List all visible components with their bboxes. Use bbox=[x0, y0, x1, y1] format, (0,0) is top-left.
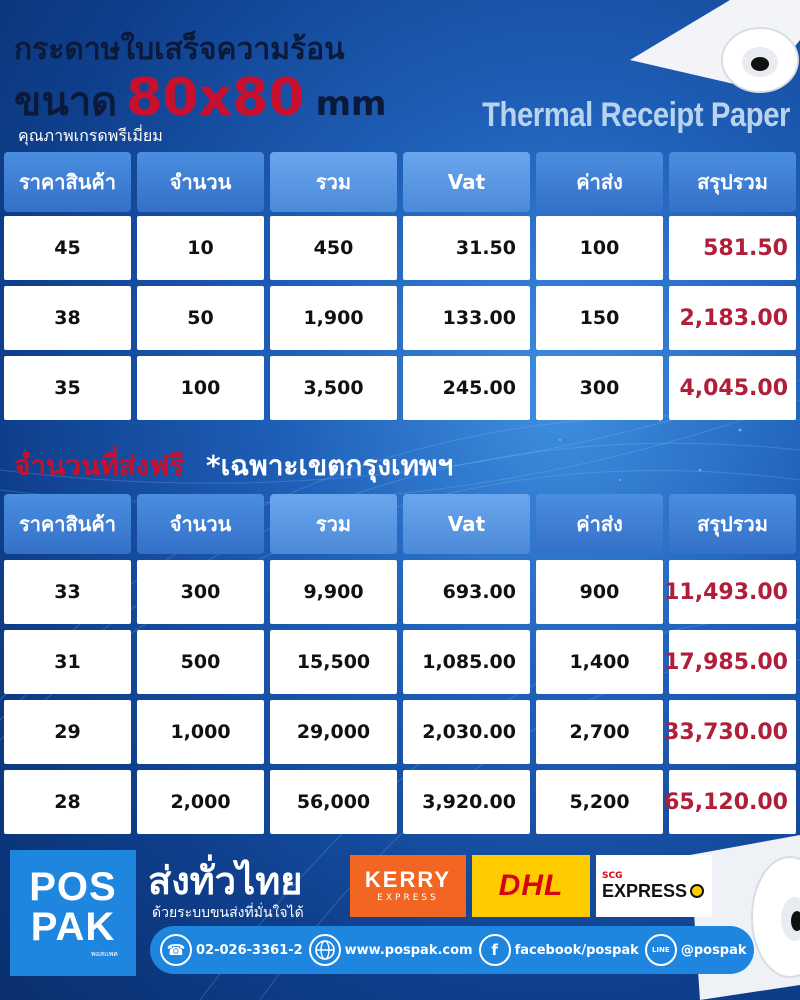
header-total: สรุปรวม bbox=[669, 494, 796, 554]
table-row bbox=[4, 356, 796, 420]
logo-thai-name: พอสแพค bbox=[91, 949, 118, 958]
logo-text-pak: PAK bbox=[30, 904, 116, 949]
price-table-1 bbox=[4, 152, 798, 422]
cell-vat: 3,920.00 bbox=[403, 770, 530, 834]
cell-total: 4,045.00 bbox=[669, 356, 796, 420]
contact-bar bbox=[150, 926, 754, 974]
table-row bbox=[4, 700, 796, 764]
cell-sum: 3,500 bbox=[270, 356, 397, 420]
cell-total: 33,730.00 bbox=[669, 700, 796, 764]
size-value: 80x80 bbox=[126, 68, 305, 128]
website-link[interactable]: www.pospak.com bbox=[344, 942, 473, 958]
cell-price: 29 bbox=[4, 700, 131, 764]
cell-price: 31 bbox=[4, 630, 131, 694]
header-total: สรุปรวม bbox=[669, 152, 796, 212]
cell-vat: 2,030.00 bbox=[403, 700, 530, 764]
table-row bbox=[4, 770, 796, 834]
cell-total: 65,120.00 bbox=[669, 770, 796, 834]
scg-express-wrap bbox=[602, 881, 712, 902]
cell-shipping: 2,700 bbox=[536, 700, 663, 764]
cell-shipping: 150 bbox=[536, 286, 663, 350]
cell-price: 28 bbox=[4, 770, 131, 834]
quality-subtitle: คุณภาพเกรดพรีเมี่ยม bbox=[18, 126, 163, 145]
cell-total: 581.50 bbox=[669, 216, 796, 280]
header-vat: Vat bbox=[403, 494, 530, 554]
table-row bbox=[4, 286, 796, 350]
cell-sum: 9,900 bbox=[270, 560, 397, 624]
dhl-logo bbox=[472, 855, 590, 917]
line-icon: LINE bbox=[645, 934, 677, 966]
header-sum: รวม bbox=[270, 494, 397, 554]
logo-text-pos: POS bbox=[29, 864, 117, 909]
shipping-subtitle: ด้วยระบบขนส่งที่มั่นใจได้ bbox=[152, 905, 304, 921]
nationwide-shipping-title: ส่งทั่วไทย bbox=[148, 859, 303, 903]
table-header bbox=[4, 152, 796, 212]
table-row bbox=[4, 560, 796, 624]
size-prefix: ขนาด bbox=[14, 79, 118, 125]
cell-quantity: 50 bbox=[137, 286, 264, 350]
black-cat-icon bbox=[690, 884, 704, 898]
table-header bbox=[4, 494, 796, 554]
header-price: ราคาสินค้า bbox=[4, 152, 131, 212]
header-shipping: ค่าส่ง bbox=[536, 494, 663, 554]
free-shipping-heading bbox=[14, 444, 453, 488]
cell-price: 33 bbox=[4, 560, 131, 624]
facebook-link[interactable]: facebook/pospak bbox=[514, 942, 639, 958]
cell-vat: 1,085.00 bbox=[403, 630, 530, 694]
free-shipping-label: จำนวนที่ส่งฟรี bbox=[14, 449, 185, 482]
cell-quantity: 500 bbox=[137, 630, 264, 694]
cell-sum: 1,900 bbox=[270, 286, 397, 350]
cell-total: 17,985.00 bbox=[669, 630, 796, 694]
kerry-express-logo bbox=[350, 855, 466, 917]
scg-text: SCG bbox=[602, 870, 623, 881]
scg-express-text: EXPRESS bbox=[602, 880, 688, 901]
kerry-name: KERRY bbox=[364, 867, 452, 892]
cell-shipping: 300 bbox=[536, 356, 663, 420]
cell-sum: 450 bbox=[270, 216, 397, 280]
cell-vat: 133.00 bbox=[403, 286, 530, 350]
cell-price: 45 bbox=[4, 216, 131, 280]
cell-total: 2,183.00 bbox=[669, 286, 796, 350]
size-unit: mm bbox=[315, 84, 387, 124]
cell-vat: 245.00 bbox=[403, 356, 530, 420]
cell-total: 11,493.00 bbox=[669, 560, 796, 624]
cell-shipping: 100 bbox=[536, 216, 663, 280]
phone-number[interactable]: 02-026-3361-2 bbox=[196, 942, 303, 958]
paper-roll-image bbox=[610, 0, 800, 100]
globe-icon bbox=[309, 934, 341, 966]
phone-icon: ☎ bbox=[160, 934, 192, 966]
header-quantity: จำนวน bbox=[137, 152, 264, 212]
line-id[interactable]: @pospak bbox=[680, 942, 747, 958]
cell-sum: 15,500 bbox=[270, 630, 397, 694]
cell-quantity: 100 bbox=[137, 356, 264, 420]
kerry-express-text: EXPRESS bbox=[377, 893, 439, 903]
cell-price: 35 bbox=[4, 356, 131, 420]
cell-quantity: 2,000 bbox=[137, 770, 264, 834]
pospak-logo bbox=[10, 850, 136, 976]
header-quantity: จำนวน bbox=[137, 494, 264, 554]
scg-express-logo bbox=[596, 855, 712, 917]
cell-sum: 56,000 bbox=[270, 770, 397, 834]
dhl-name: DHL bbox=[498, 869, 564, 902]
cell-vat: 31.50 bbox=[403, 216, 530, 280]
cell-price: 38 bbox=[4, 286, 131, 350]
header-shipping: ค่าส่ง bbox=[536, 152, 663, 212]
cell-shipping: 1,400 bbox=[536, 630, 663, 694]
cell-vat: 693.00 bbox=[403, 560, 530, 624]
header-price: ราคาสินค้า bbox=[4, 494, 131, 554]
cell-quantity: 300 bbox=[137, 560, 264, 624]
facebook-icon: f bbox=[479, 934, 511, 966]
bangkok-only-note: *เฉพาะเขตกรุงเทพฯ bbox=[205, 449, 454, 482]
cell-quantity: 1,000 bbox=[137, 700, 264, 764]
table-row bbox=[4, 216, 796, 280]
price-table-2 bbox=[4, 494, 798, 834]
table-row bbox=[4, 630, 796, 694]
cell-sum: 29,000 bbox=[270, 700, 397, 764]
cell-shipping: 900 bbox=[536, 560, 663, 624]
cell-quantity: 10 bbox=[137, 216, 264, 280]
english-title: Thermal Receipt Paper bbox=[482, 96, 790, 134]
product-title: กระดาษใบเสร็จความร้อน bbox=[14, 32, 345, 67]
cell-shipping: 5,200 bbox=[536, 770, 663, 834]
header-sum: รวม bbox=[270, 152, 397, 212]
header-vat: Vat bbox=[403, 152, 530, 212]
